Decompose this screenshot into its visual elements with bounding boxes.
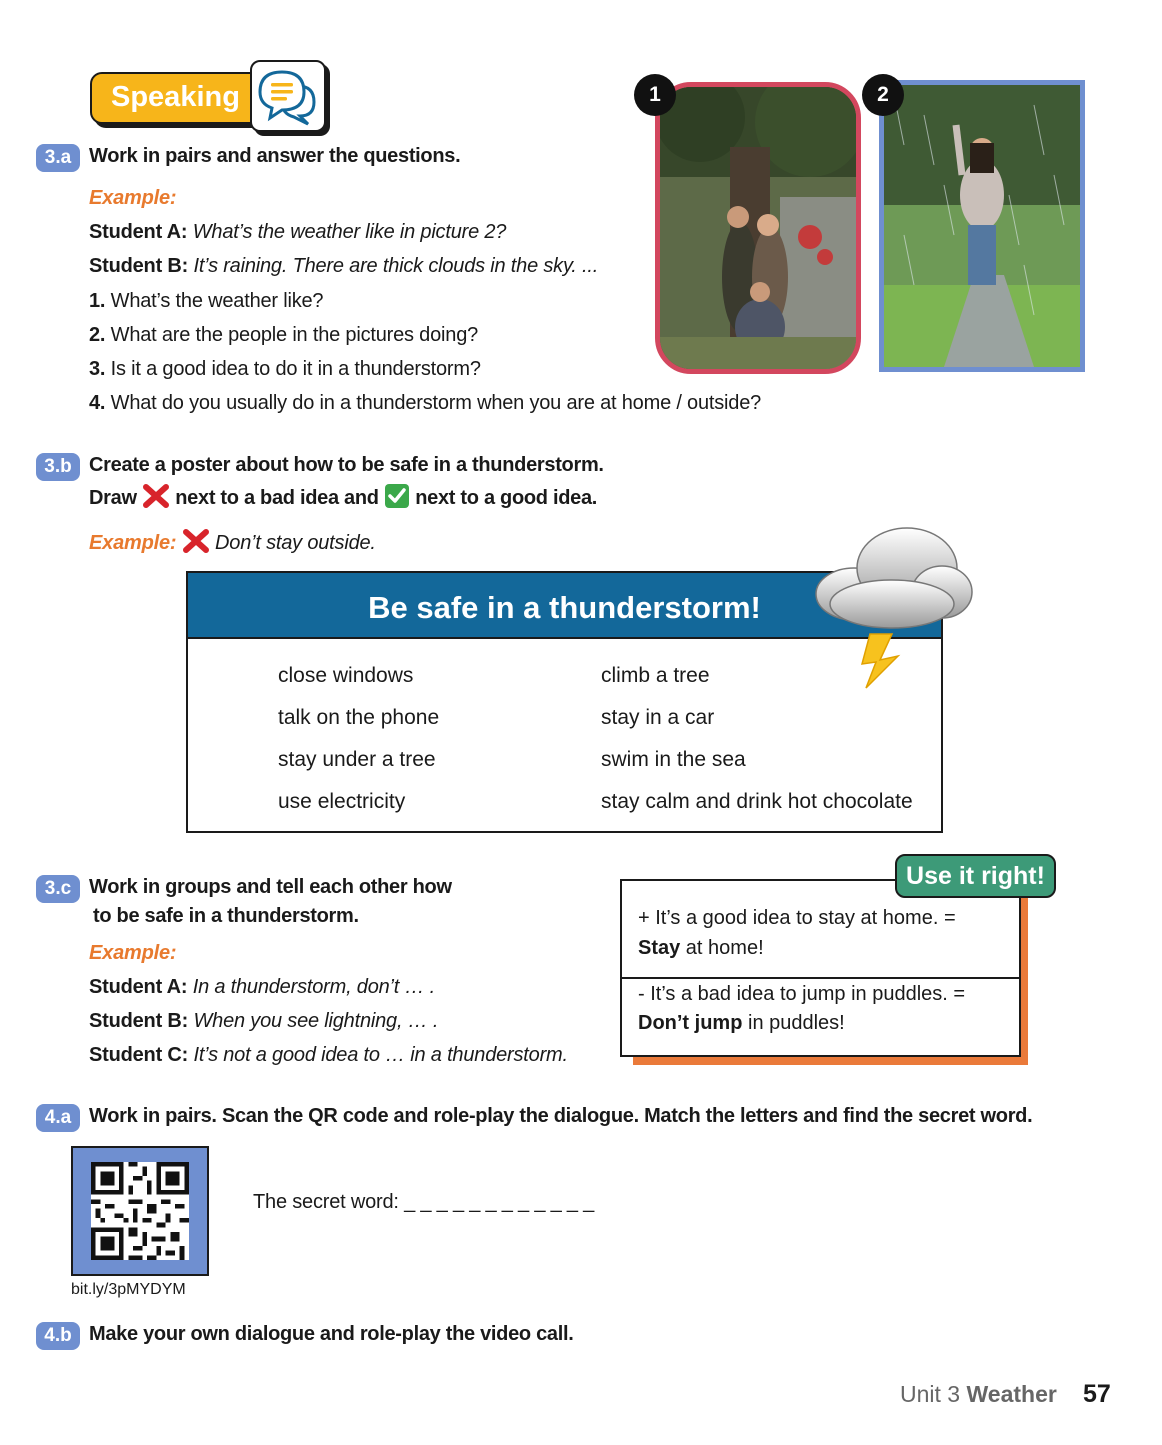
poster-item: stay in a car (601, 706, 715, 729)
footer-unit-number: Unit 3 (900, 1381, 967, 1407)
question-number: 2. (89, 324, 106, 346)
use-it-right-bad-rule (638, 1012, 845, 1035)
question-number: 1. (89, 290, 106, 312)
poster-item: stay calm and drink hot chocolate (601, 790, 913, 813)
use-it-right-good-verb: Stay (638, 937, 681, 959)
use-it-right-good-rule (638, 937, 764, 960)
photo-number-2: 2 (862, 74, 904, 116)
speaker-line: When you see lightning, … . (193, 1010, 439, 1032)
photo-number-1: 1 (634, 74, 676, 116)
exercise-3b-draw: Draw (89, 487, 137, 509)
exercise-tag-4a: 4.a (36, 1104, 80, 1132)
exercise-3a-dialogue-line (89, 221, 506, 244)
poster-item: stay under a tree (278, 748, 436, 771)
use-it-right-bad-example: - It’s a bad idea to jump in puddles. = (638, 983, 966, 1005)
exercise-3c-dialogue-line (89, 976, 435, 999)
exercise-3b-example (89, 528, 376, 555)
poster-title: Be safe in a thunderstorm! (368, 590, 761, 625)
poster-item: talk on the phone (278, 706, 440, 729)
use-it-right-good-rest: at home! (680, 937, 764, 959)
exercise-tag-4b: 4.b (36, 1322, 80, 1350)
exercise-3b-line2 (89, 483, 597, 510)
storm-cloud-icon (812, 512, 977, 697)
exercise-4b-instruction: Make your own dialogue and role-play the video call. (89, 1323, 574, 1345)
speaker-line: It’s not a good idea to … in a thunderstorm. (193, 1044, 568, 1066)
qr-code-frame[interactable] (71, 1146, 209, 1276)
exercise-3c-dialogue-line (89, 1044, 568, 1067)
question-text: What do you usually do in a thunderstorm when you are at home / outside? (110, 392, 762, 414)
question-text: What are the people in the pictures doing? (110, 324, 479, 346)
speaker-line: In a thunderstorm, don’t … . (192, 976, 436, 998)
cross-mark-icon (142, 483, 170, 509)
exercise-3c-example-label: Example: (89, 942, 177, 964)
check-mark-icon (384, 483, 410, 509)
cross-mark-icon (182, 528, 210, 554)
exercise-3c-line1: Work in groups and tell each other how (89, 876, 452, 898)
question-item (89, 324, 478, 347)
question-number: 3. (89, 358, 106, 380)
use-it-right-title: Use it right! (895, 854, 1056, 898)
photo-girl-in-rain (879, 80, 1085, 372)
speaker-name: Student B: (89, 255, 189, 277)
question-item (89, 392, 761, 415)
exercise-4a-instruction: Work in pairs. Scan the QR code and role-play the dialogue. Match the letters and find the secret word. (89, 1105, 1033, 1127)
qr-link-text[interactable]: bit.ly/3pMYDYM (71, 1281, 186, 1298)
speaker-name: Student A: (89, 221, 188, 243)
speaker-name: Student B: (89, 1010, 189, 1032)
question-item (89, 290, 323, 313)
use-it-right-good-example: + It’s a good idea to stay at home. = (638, 907, 956, 929)
exercise-3c-dialogue-line (89, 1010, 438, 1033)
exercise-tag-3a: 3.a (36, 144, 80, 172)
example-label: Example: (89, 532, 177, 554)
photo-children-under-tree (655, 82, 861, 374)
speaking-badge (90, 72, 269, 124)
example-text: Don’t stay outside. (215, 532, 376, 554)
exercise-tag-3b: 3.b (36, 453, 80, 481)
exercise-3a-instruction: Work in pairs and answer the questions. (89, 145, 461, 167)
use-it-right-divider (622, 977, 1019, 979)
use-it-right-bad-verb: Don’t jump (638, 1012, 743, 1034)
exercise-3b-line1: Create a poster about how to be safe in a thunderstorm. (89, 454, 604, 476)
use-it-right-box (620, 879, 1021, 1057)
speaker-line: It’s raining. There are thick clouds in the sky. ... (193, 255, 599, 277)
question-item (89, 358, 481, 381)
question-number: 4. (89, 392, 106, 414)
exercise-3a-example-label: Example: (89, 187, 177, 209)
secret-word-line: The secret word: _ _ _ _ _ _ _ _ _ _ _ _ (253, 1191, 595, 1213)
exercise-3b-good-idea: next to a good idea. (415, 487, 598, 509)
exercise-3a-dialogue-line (89, 255, 598, 278)
qr-code-icon[interactable] (91, 1162, 189, 1260)
question-text: Is it a good idea to do it in a thunderstorm? (110, 358, 481, 380)
speaking-label: Speaking (111, 81, 240, 113)
exercise-3c-line2: to be safe in a thunderstorm. (93, 905, 359, 927)
poster-item: use electricity (278, 790, 406, 813)
exercise-3b-bad-idea: next to a bad idea and (175, 487, 379, 509)
use-it-right-bad-rest: in puddles! (742, 1012, 845, 1034)
footer-unit-title: Weather (966, 1381, 1057, 1407)
speaker-name: Student A: (89, 976, 188, 998)
page-number: 57 (1083, 1380, 1111, 1408)
speaker-name: Student C: (89, 1044, 189, 1066)
speech-bubbles-icon (250, 60, 326, 132)
footer-unit (900, 1381, 1057, 1408)
poster-item: climb a tree (601, 664, 710, 687)
question-text: What’s the weather like? (110, 290, 324, 312)
speaker-line: What’s the weather like in picture 2? (192, 221, 507, 243)
poster-item: swim in the sea (601, 748, 746, 771)
poster-item: close windows (278, 664, 414, 687)
exercise-tag-3c: 3.c (36, 875, 80, 903)
